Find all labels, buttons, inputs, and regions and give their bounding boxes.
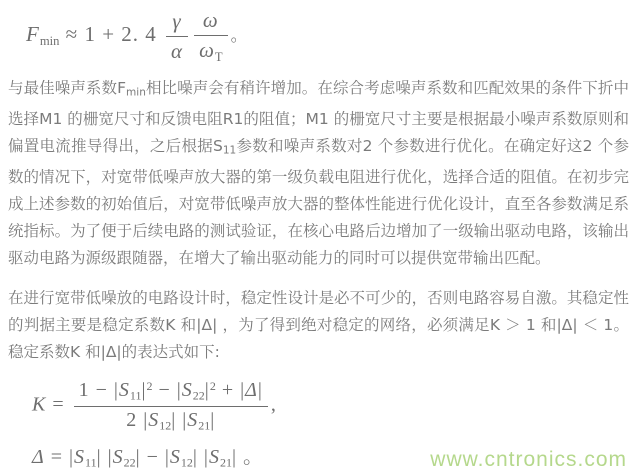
formula-k-comma: , bbox=[270, 394, 277, 417]
fraction-denominator: α bbox=[171, 38, 184, 63]
fraction-numerator: ω bbox=[194, 8, 228, 36]
fraction-omega-omegaT bbox=[194, 8, 228, 65]
fraction-gamma-alpha bbox=[166, 9, 188, 64]
formula-fmin bbox=[26, 8, 629, 65]
paragraph-stability-criteria: 在进行宽带低噪放的电路设计时，稳定性设计是必不可少的，否则电路容易自激。其稳定性的判据主要是稳定系数K 和|Δ| ，为了得到绝对稳定的网络，必须满足K ＞ 1 和|Δ| ＜ 1。稳定系数K 和|Δ|的表达式如下: bbox=[8, 289, 629, 362]
fraction-denominator: ωT bbox=[199, 38, 223, 64]
formula-k-lhs: K = bbox=[32, 394, 71, 417]
fraction-denominator: 2 |S12| |S21| bbox=[126, 408, 216, 433]
watermark: www.cntronics.com bbox=[430, 448, 627, 472]
fraction-numerator: γ bbox=[166, 9, 188, 37]
bottom-row bbox=[8, 440, 629, 472]
formula-k-stability-factor bbox=[32, 379, 629, 433]
k-fraction bbox=[74, 379, 268, 433]
paragraph-design-description: 与最佳噪声系数Fmin相比噪声会有稍许增加。在综合考虑噪声系数和匹配效果的条件下折中选择M1 的栅宽尺寸和反馈电阻R1的阻值；M1 的栅宽尺寸主要是根据最小噪声系数原则和偏置电流推导得出，之后根据S11参数和噪声系数对2 个参数进行优化。在确定好这2 个参数的情况下，对宽带低噪声放大器的第一级负载电阻进行优化，选择合适的阻值。在初步完成上述参数的初始值后，对宽带低噪声放大器的整体性能进行优化设计，直至各参数满足系统指标。为了便于后续电路的测试验证，在核心电路后边增加了一级输出驱动电路，该输出驱动电路为源级跟随器，在增大了输出驱动能力的同时可以提供宽带输出匹配。 bbox=[8, 78, 629, 268]
formula-fmin-lhs: Fmin ≈ 1 + 2. 4 bbox=[26, 22, 164, 48]
fraction-numerator: $1 - |S11|^2 - |S22|^2 + |\Delta|$ bbox=[74, 379, 268, 407]
formula-fmin-period: 。 bbox=[230, 26, 249, 46]
formula-delta-determinant: Δ = |S11| |S22| − |S12| |S21| 。 bbox=[32, 445, 264, 470]
